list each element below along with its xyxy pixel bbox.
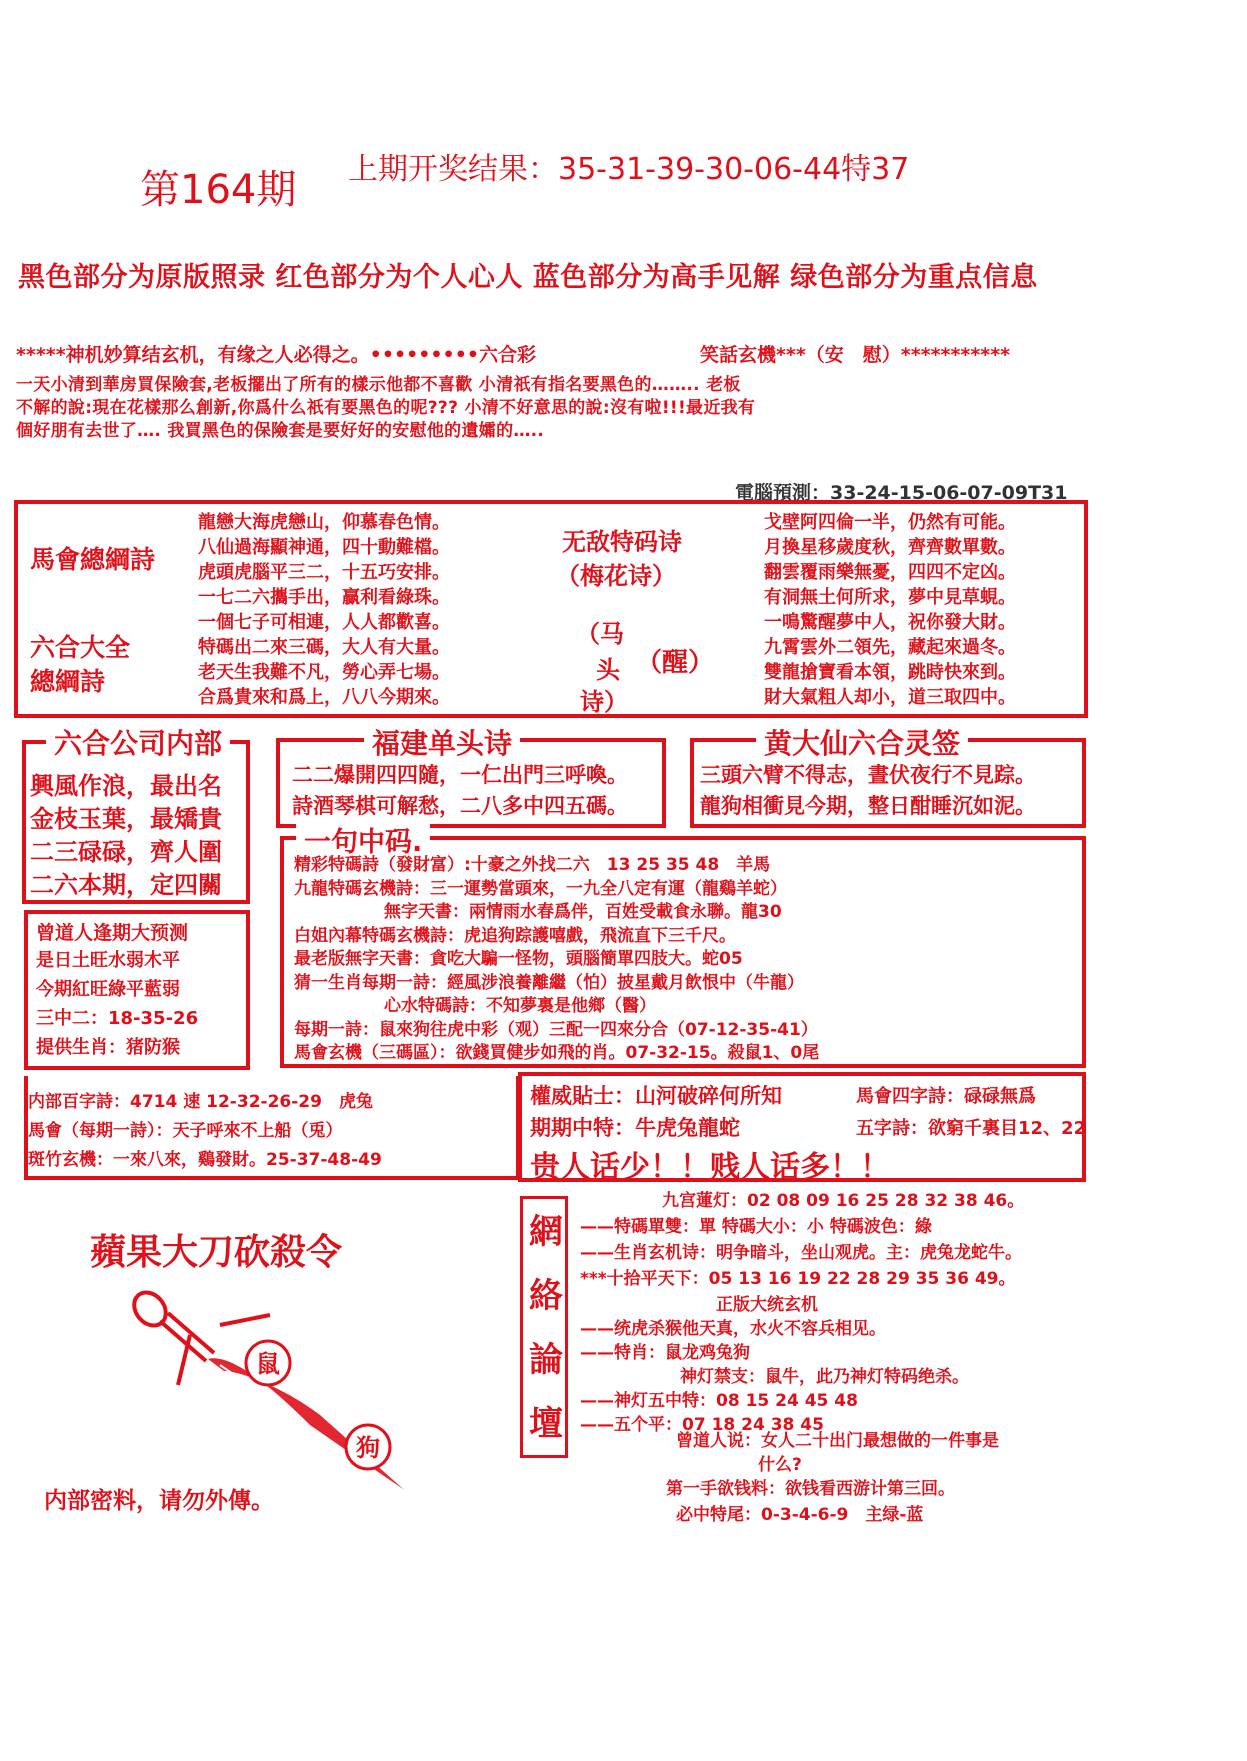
label-liuhe-1: 六合大全 — [30, 633, 131, 662]
forum-line: ——特肖：鼠龙鸡兔狗 — [580, 1343, 750, 1363]
authority-line-2b: 五字詩：欲窮千裏目12、22 — [856, 1118, 1087, 1139]
computer-forecast: 電腦預測：33-24-15-06-07-09T31 — [735, 482, 1068, 504]
poem-right-line: 財大氣粗人却小，道三取四中。 — [764, 687, 1016, 708]
yiju-line: 每期一詩：鼠來狗往虎中彩（观）三配一四來分合（07-12-35-41） — [294, 1019, 818, 1040]
poem-left-line: 龍戀大海虎戀山，仰慕春色情。 — [198, 512, 450, 533]
mid-tou: 头 — [596, 656, 620, 684]
last-result: 上期开奖结果：35-31-39-30-06-44特37 — [348, 152, 910, 187]
mid-title-2: （梅花诗） — [556, 562, 676, 590]
poem-right-line: 有洞無土何所求，夢中見草蜆。 — [764, 587, 1016, 608]
poem-right-line: 月換星移歲度秋，齊齊數單數。 — [764, 537, 1016, 558]
company-internal-lines — [30, 770, 222, 902]
yiju-line: 猜一生肖每期一詩：經風涉浪養離繼（怕）披星戴月飲恨中（牛龍） — [294, 972, 804, 993]
yiju-line: 最老版無字天書：貪吃大騙一怪物，頭腦簡單四肢大。蛇05 — [294, 949, 743, 969]
forum-line: 必中特尾：0-3-4-6-9 主绿-蓝 — [676, 1505, 924, 1525]
issue-number: 第164期 — [140, 167, 297, 213]
authority-line-1b: 馬會四字詩：碌碌無爲 — [856, 1086, 1036, 1107]
poem-right-line: 一鳴驚醒夢中人，祝你發大財。 — [764, 612, 1016, 633]
poem-left — [198, 510, 450, 710]
forum-line: ——五个平：07 18 24 38 45 — [580, 1415, 824, 1435]
poem-left-line: 一個七子可相連，人人都歡喜。 — [198, 612, 450, 633]
authority-line-2a: 期期中特：牛虎兔龍蛇 — [530, 1116, 740, 1140]
huangdaxian-lines — [700, 760, 1036, 822]
mid-ma: （马 — [576, 620, 624, 648]
poem-right-line: 九霄雲外二領先，藏起來過冬。 — [764, 637, 1016, 658]
joke-line-1: 一天小清到華房買保險套,老板擺出了所有的樣示他都不喜歡 小清祇有指名要黑色的…….. 老板 — [16, 375, 741, 395]
yiju-line: 無字天書：兩情雨水春爲伴，百姓受載食永聯。龍30 — [384, 902, 782, 922]
mid-shi: 诗） — [580, 688, 628, 716]
zeng-line: 是日土旺水弱木平 — [36, 950, 180, 971]
dagger-caption: 内部密料，请勿外傳。 — [44, 1488, 274, 1514]
inner-lines — [28, 1088, 382, 1175]
forum-line: 九宫蓮灯：02 08 09 16 25 28 32 38 46。 — [662, 1191, 1025, 1211]
inner-line: 馬會（每期一詩）：天子呼來不上船（兎） — [28, 1121, 343, 1141]
forum-line: ——生肖玄机诗：明争暗斗，坐山观虎。主：虎兔龙蛇牛。 — [580, 1243, 1022, 1263]
joke-head-right: 笑話玄機***（安 慰）*********** — [700, 344, 1011, 366]
mid-title-1: 无敌特码诗 — [562, 528, 682, 556]
color-legend: 黑色部分为原版照录 红色部分为个人心人 蓝色部分为高手见解 绿色部分为重点信息 — [18, 262, 1038, 293]
yiju-line: 心水特碼詩：不知夢裏是他鄉（醫） — [384, 996, 656, 1016]
forum-line: ——神灯五中特：08 15 24 45 48 — [580, 1391, 858, 1411]
poem-left-line: 虎頭虎腦平三二，十五巧安排。 — [198, 562, 450, 583]
poem-right-line: 雙龍搶寶看本領，跳時快來到。 — [764, 662, 1016, 683]
forum-line: 神灯禁支：鼠牛，此乃神灯特码绝杀。 — [680, 1367, 969, 1387]
huangdaxian-title: 黄大仙六合灵签 — [756, 722, 968, 762]
zeng-line: 今期紅旺綠平藍弱 — [36, 979, 180, 1000]
zeng-lines — [36, 946, 198, 1062]
forum-line: 第一手欲钱料：欲钱看西游计第三回。 — [666, 1479, 955, 1499]
fujian-line: 詩酒琴棋可解愁，二八多中四五碼。 — [292, 794, 628, 818]
yiju-line: 九龍特碼玄機詩：三一運勢當頭來，一九全八定有運（龍鷄羊蛇） — [294, 878, 787, 899]
dagger-char-1: 鼠 — [256, 1350, 280, 1378]
zeng-line: 三中二：18-35-26 — [36, 1008, 199, 1029]
joke-line-3: 個好朋有去世了…. 我買黑色的保險套是要好好的安慰他的遺孀的….. — [16, 421, 545, 441]
forum-side-char: 論 — [529, 1340, 563, 1380]
yiju-line: 白姐內幕特碼玄機詩：虎追狗踪護嘻戲，飛流直下三千尺。 — [294, 925, 736, 946]
forum-line: 曾道人说：女人二十出门最想做的一件事是 — [676, 1431, 999, 1451]
forum-line: ***十拾平天下：05 13 16 19 22 28 29 35 36 49。 — [580, 1269, 1016, 1289]
yiju-line: 精彩特碼詩（發財富）:十豪之外找二六 13 25 35 48 羊馬 — [294, 855, 771, 875]
poem-left-line: 合爲貴來和爲上，八八今期來。 — [198, 687, 450, 708]
inner-line: 斑竹玄機：一來八來，鷄發財。25-37-48-49 — [28, 1150, 382, 1170]
forum-line: 什么? — [758, 1455, 802, 1475]
apple-title: 蘋果大刀砍殺令 — [90, 1232, 343, 1273]
fujian-line: 二二爆開四四隨，一仁出門三呼喚。 — [292, 763, 628, 787]
poem-left-line: 老天生我難不凡，勞心弄七場。 — [198, 662, 450, 683]
fujian-title: 福建单头诗 — [364, 722, 520, 762]
label-liuhe-2: 總綱詩 — [30, 667, 106, 696]
company-line: 二三碌碌，齊人圍 — [30, 838, 222, 866]
authority-line-1a: 權威貼士：山河破碎何所知 — [530, 1084, 782, 1108]
forum-line: ——统虎杀猴他天真，水火不容兵相见。 — [580, 1319, 886, 1339]
forum-side-char: 網 — [529, 1212, 563, 1252]
dagger-char-2: 狗 — [356, 1434, 380, 1462]
forum-line: ——特碼單雙：單 特碼大小：小 特碼波色：綠 — [580, 1217, 932, 1237]
yiju-title: 一句中码. — [296, 820, 430, 859]
poem-right-line: 翻雲覆雨樂無憂，四四不定凶。 — [764, 562, 1016, 583]
forum-side-char: 絡 — [529, 1276, 563, 1316]
forum-side-label — [526, 1200, 566, 1456]
mid-xing: （醒） — [636, 648, 715, 678]
fujian-lines — [292, 760, 628, 822]
label-mahui: 馬會總綱詩 — [30, 545, 156, 574]
yiju-lines — [294, 854, 819, 1066]
forum-side-char: 壇 — [529, 1404, 563, 1444]
yiju-line: 馬會玄機（三碼區）：欲錢買健步如飛的肖。07-32-15。殺鼠1、0尾 — [294, 1043, 820, 1063]
poem-right-line: 戈壁阿四倫一半，仍然有可能。 — [764, 512, 1016, 533]
company-line: 二六本期，定四關 — [30, 871, 222, 899]
zeng-title: 曾道人逢期大预测 — [36, 922, 189, 944]
zeng-line: 提供生肖：猪防猴 — [36, 1037, 180, 1058]
company-line: 興風作浪，最出名 — [30, 772, 222, 800]
huangdaxian-line: 龍狗相衝見今期，整日酣睡沉如泥。 — [700, 794, 1036, 818]
joke-head-left: *****神机妙算结玄机，有缘之人必得之。•••••••••六合彩 — [16, 344, 536, 366]
poem-right — [764, 510, 1016, 710]
dagger-icon — [120, 1275, 440, 1505]
poem-left-line: 八仙過海顯神通，四十動難檔。 — [198, 537, 450, 558]
joke-line-2: 不解的說:現在花樣那么創新,你爲什么祇有要黑色的呢??? 小清不好意思的說:沒有啦!!!最近我有 — [16, 398, 756, 418]
poem-left-line: 特碼出二來三碼，大人有大量。 — [198, 637, 450, 658]
company-line: 金枝玉葉，最矯貴 — [30, 805, 222, 833]
company-internal-title: 六合公司内部 — [46, 722, 230, 762]
inner-line: 内部百字詩：4714 速 12-32-26-29 虎兔 — [28, 1092, 373, 1112]
poem-left-line: 一七二六攜手出，贏利看綠珠。 — [198, 587, 450, 608]
huangdaxian-line: 三頭六臂不得志，晝伏夜行不見踪。 — [700, 763, 1036, 787]
authority-slogan: 贵人话少！！贱人话多！！ — [530, 1150, 890, 1185]
forum-line: 正版大统玄机 — [716, 1295, 818, 1315]
